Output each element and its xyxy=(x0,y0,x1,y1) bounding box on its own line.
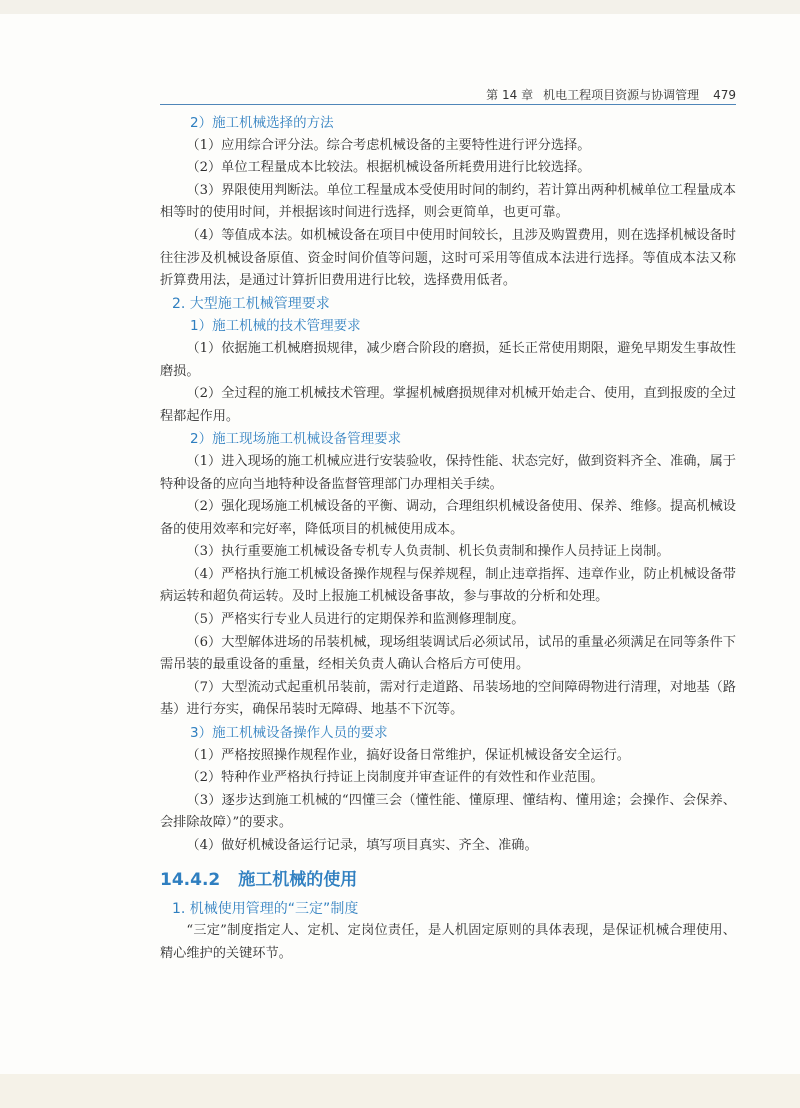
subheading-operator-requirements: 3）施工机械设备操作人员的要求 xyxy=(190,725,388,742)
running-header xyxy=(160,86,736,104)
paragraph: （1）依据施工机械磨损规律，减少磨合阶段的磨损，延长正常使用期限，避免早期发生事故性磨损。 xyxy=(160,340,736,379)
paragraph: “三定”制度指定人、定机、定岗位责任，是人机固定原则的具体表现，是保证机械合理使用、精心维护的关键环节。 xyxy=(160,923,736,961)
header-chapter: 第 14 章 xyxy=(486,88,534,102)
subheading-technical-management: 1）施工机械的技术管理要求 xyxy=(190,318,361,335)
paragraph: （2）特种作业严格执行持证上岗制度并审查证件的有效性和作业范围。 xyxy=(186,770,604,786)
paragraph: （4）等值成本法。如机械设备在项目中使用时间较长，且涉及购置费用，则在选择机械设备时往往涉及机械设备原值、资金时间价值等问题，这时可采用等值成本法进行选择。等值成本法又称折算费用法，是通过计算折旧费用进行比较，选择费用低者。 xyxy=(160,227,736,289)
paragraph: （4）做好机械设备运行记录，填写项目真实、齐全、准确。 xyxy=(186,838,538,853)
subheading-site-management: 2）施工现场施工机械设备管理要求 xyxy=(190,431,402,448)
section-title: 施工机械的使用 xyxy=(238,869,358,890)
paragraph: （3）界限使用判断法。单位工程量成本受使用时间的制约，若计算出两种机械单位工程量成本相等时的使用时间，并根据该时间进行选择，则会更简单，也更可靠。 xyxy=(160,182,736,221)
header-title: 机电工程项目资源与协调管理 xyxy=(543,88,700,102)
header-rule xyxy=(160,104,736,105)
paragraph: （6）大型解体进场的吊装机械，现场组装调试后必须试吊，试吊的重量必须满足在同等条件下需吊装的最重设备的重量，经相关负责人确认合格后方可使用。 xyxy=(160,634,736,673)
paragraph: （1）应用综合评分法。综合考虑机械设备的主要特性进行评分选择。 xyxy=(186,137,591,153)
paragraph: （2）强化现场施工机械设备的平衡、调动，合理组织机械设备使用、保养、维修。提高机械设备的使用效率和完好率，降低项目的机械使用成本。 xyxy=(160,499,736,537)
page-body xyxy=(160,112,736,965)
paragraph: （2）全过程的施工机械技术管理。掌握机械磨损规律对机械开始走合、使用，直到报废的全过程都起作用。 xyxy=(160,386,736,424)
section-heading xyxy=(160,868,736,892)
paragraph: （1）严格按照操作规程作业，搞好设备日常维护，保证机械设备安全运行。 xyxy=(186,747,630,763)
heading-three-fixed-system: 1. 机械使用管理的“三定”制度 xyxy=(172,900,359,917)
page-number: 479 xyxy=(713,88,736,102)
subheading-selection-methods: 2）施工机械选择的方法 xyxy=(190,115,334,131)
heading-large-machinery-requirements: 2. 大型施工机械管理要求 xyxy=(172,295,330,312)
paragraph: （3）执行重要施工机械设备专机专人负责制、机长负责制和操作人员持证上岗制。 xyxy=(186,544,670,560)
paragraph: （5）严格实行专业人员进行的定期保养和监测修理制度。 xyxy=(186,612,525,628)
section-number: 14.4.2 xyxy=(160,869,221,890)
paragraph: （2）单位工程量成本比较法。根据机械设备所耗费用进行比较选择。 xyxy=(186,160,591,176)
paragraph: （4）严格执行施工机械设备操作规程与保养规程，制止违章指挥、违章作业，防止机械设备带病运转和超负荷运转。及时上报施工机械设备事故，参与事故的分析和处理。 xyxy=(160,566,736,605)
scan-top-edge xyxy=(0,0,800,14)
paragraph: （7）大型流动式起重机吊装前，需对行走道路、吊装场地的空间障碍物进行清理，对地基（路基）进行夯实，确保吊装时无障碍、地基不下沉等。 xyxy=(160,679,736,718)
paragraph: （1）进入现场的施工机械应进行安装验收，保持性能、状态完好，做到资料齐全、准确，属于特种设备的应向当地特种设备监督管理部门办理相关手续。 xyxy=(160,453,736,492)
scan-bottom-edge xyxy=(0,1074,800,1108)
paragraph: （3）逐步达到施工机械的“四懂三会（懂性能、懂原理、懂结构、懂用途；会操作、会保养、会排除故障）”的要求。 xyxy=(160,792,736,831)
